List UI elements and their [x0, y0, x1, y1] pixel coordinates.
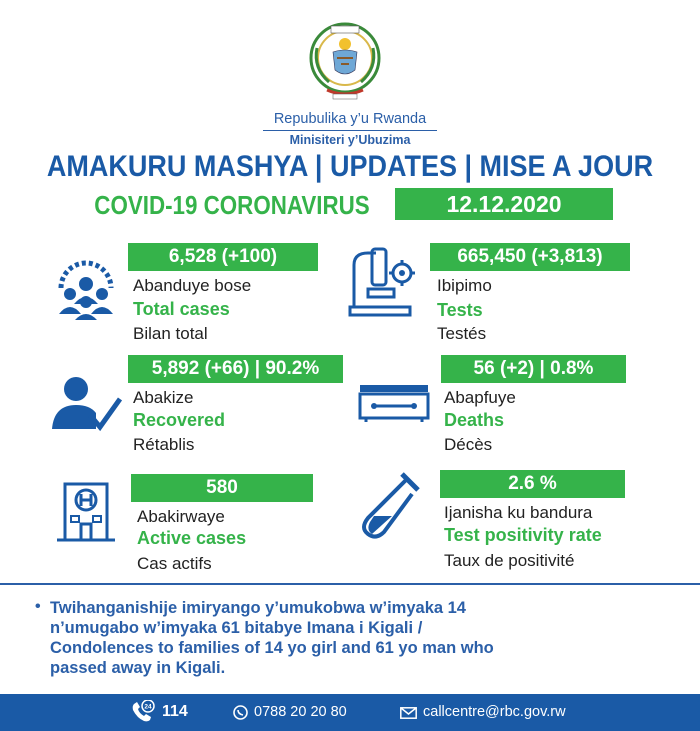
deaths-label-fr: Décès [444, 435, 493, 454]
microscope-icon [342, 245, 422, 320]
group-people-icon [55, 258, 117, 320]
notice-line-4: passed away in Kigali. [50, 659, 226, 677]
tests-label-fr: Testés [437, 324, 487, 343]
email-address[interactable]: callcentre@rbc.gov.rw [423, 704, 566, 720]
total-cases-value: 6,528 (+100) [128, 243, 318, 271]
whatsapp-icon [233, 705, 248, 720]
tests-value: 665,450 (+3,813) [430, 243, 630, 271]
active-cases-label-fr: Cas actifs [137, 554, 212, 573]
hotline-badge-text: 24 [144, 703, 152, 711]
positivity-label-rw: Ijanisha ku bandura [444, 503, 593, 522]
recovered-label-fr: Rétablis [133, 435, 195, 454]
active-cases-value: 580 [131, 474, 313, 502]
recovered-value: 5,892 (+66) | 90.2% [128, 355, 343, 383]
recovered-person-check-icon [50, 373, 122, 433]
deaths-value: 56 (+2) | 0.8% [441, 355, 626, 383]
page-subtitle: COVID-19 CORONAVIRUS [94, 190, 370, 220]
notice-line-3: Condolences to families of 14 yo girl and 61 yo man who [50, 639, 494, 657]
email-icon [400, 707, 417, 719]
total-cases-label-fr: Bilan total [133, 324, 208, 343]
total-cases-label-en: Total cases [133, 299, 230, 319]
active-cases-label-rw: Abakirwaye [137, 507, 225, 526]
test-tube-icon [352, 470, 422, 542]
republic-name: Repubulika y’u Rwanda [273, 111, 427, 127]
hospital-building-icon [55, 478, 117, 544]
hotline-number[interactable]: 114 [162, 703, 188, 720]
contact-footer [0, 694, 700, 731]
phone-24-icon [130, 700, 156, 724]
total-cases-label-rw: Abanduye bose [133, 276, 252, 295]
tests-label-rw: Ibipimo [437, 276, 492, 295]
recovered-label-en: Recovered [133, 410, 226, 430]
page-title: AMAKURU MASHYA | UPDATES | MISE A JOUR [46, 150, 654, 183]
active-cases-label-en: Active cases [137, 528, 247, 548]
positivity-label-en: Test positivity rate [444, 525, 602, 545]
rwanda-coat-of-arms-logo [303, 18, 387, 104]
recovered-label-rw: Abakize [133, 388, 194, 407]
deaths-label-en: Deaths [444, 410, 505, 430]
tests-label-en: Tests [437, 300, 483, 320]
notice-line-1: Twihanganishije imiryango y’umukobwa w’imyaka 14 [50, 599, 466, 617]
ministry-name: Minisiteri y’Ubuzima [289, 133, 411, 147]
section-divider [0, 583, 700, 585]
condolence-notice [50, 598, 660, 678]
notice-bullet: • [35, 598, 41, 615]
positivity-value: 2.6 % [440, 470, 625, 498]
whatsapp-number[interactable]: 0788 20 20 80 [254, 704, 347, 720]
coffin-icon [356, 382, 432, 422]
positivity-label-fr: Taux de positivité [444, 551, 575, 570]
deaths-label-rw: Abapfuye [444, 388, 516, 407]
notice-line-2: n’umugabo w’imyaka 61 bitabye Imana i Kigali / [50, 619, 423, 637]
date-badge: 12.12.2020 [395, 188, 613, 220]
header-divider [263, 130, 437, 131]
